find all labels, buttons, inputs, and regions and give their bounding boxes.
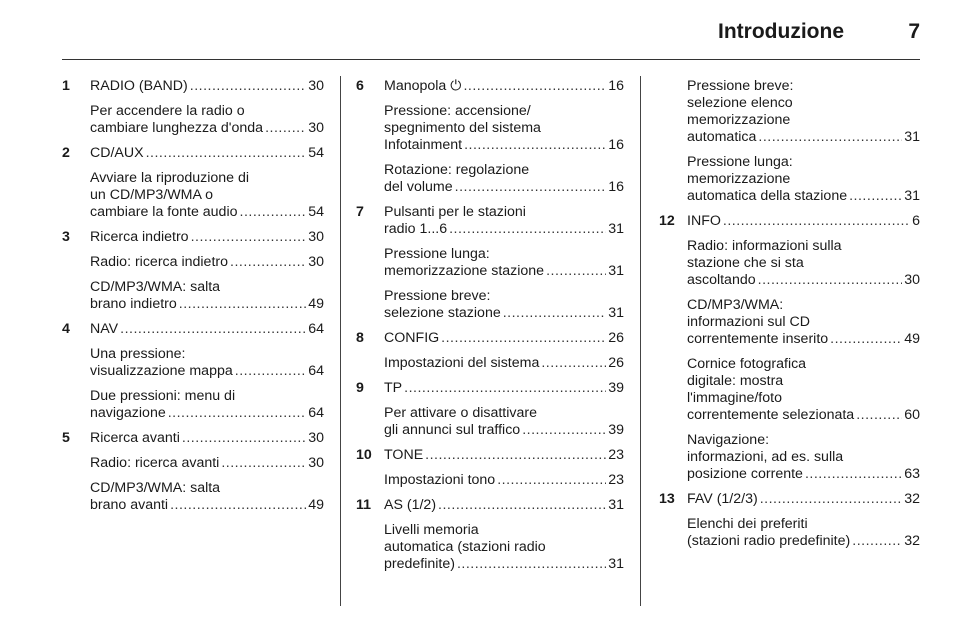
item-text: automatica (stazioni radio <box>384 539 546 555</box>
page-ref: 30 <box>308 254 324 270</box>
index-item <box>90 388 324 422</box>
dot-leader <box>265 120 306 137</box>
dot-leader <box>120 321 306 338</box>
dot-leader <box>441 330 606 347</box>
item-text: FAV (1/2/3) <box>687 491 758 507</box>
item-text: Impostazioni tono <box>384 472 496 488</box>
index-item <box>384 447 624 464</box>
item-text: Ricerca avanti <box>90 430 180 446</box>
page-ref: 23 <box>608 472 624 488</box>
page-ref: 30 <box>308 78 324 94</box>
index-column-1 <box>62 78 324 522</box>
dot-leader <box>758 272 903 289</box>
dot-leader <box>168 405 306 422</box>
entry-number: 10 <box>356 447 372 463</box>
dot-leader <box>457 556 606 573</box>
page-number: 7 <box>908 20 920 43</box>
item-text: predefinite) <box>384 556 455 572</box>
index-item <box>687 238 920 289</box>
entry-number: 1 <box>62 78 70 94</box>
dot-leader <box>497 472 606 489</box>
entry-number: 6 <box>356 78 364 94</box>
item-text: CONFIG <box>384 330 440 346</box>
dot-leader <box>449 221 606 238</box>
item-text: Pressione: accensione/ <box>384 103 531 119</box>
item-text: informazioni, ad es. sulla <box>687 449 844 465</box>
index-entry <box>62 430 324 514</box>
page-ref: 16 <box>608 137 624 153</box>
page-header <box>0 0 960 62</box>
item-text: Radio: ricerca indietro <box>90 254 228 270</box>
item-text: Pulsanti per le stazioni <box>384 204 526 220</box>
item-text: automatica della stazione <box>687 188 848 204</box>
index-column-3 <box>659 78 920 558</box>
item-text: Radio: ricerca avanti <box>90 455 220 471</box>
index-entry <box>356 497 624 573</box>
item-text: l'immagine/foto <box>687 390 782 406</box>
page-ref: 54 <box>308 204 324 220</box>
dot-leader <box>503 305 606 322</box>
index-entry <box>356 204 624 322</box>
index-item <box>90 229 324 246</box>
item-text: Due pressioni: menu di <box>90 388 236 404</box>
item-text: spegnimento del sistema <box>384 120 541 136</box>
entry-number: 11 <box>356 497 371 513</box>
index-entry <box>356 78 624 196</box>
item-text: navigazione <box>90 405 166 421</box>
dot-leader <box>425 447 606 464</box>
index-entry <box>62 78 324 137</box>
page-ref: 26 <box>608 355 624 371</box>
page-ref: 26 <box>608 330 624 346</box>
dot-leader <box>760 491 903 508</box>
entry-number: 9 <box>356 380 364 396</box>
item-text: Per accendere la radio o <box>90 103 245 119</box>
item-text: del volume <box>384 179 453 195</box>
dot-leader <box>546 263 606 280</box>
item-text: memorizzazione <box>687 112 791 128</box>
page-ref: 31 <box>608 305 624 321</box>
item-text: Impostazioni del sistema <box>384 355 540 371</box>
item-text: Pressione lunga: <box>384 246 490 262</box>
index-item <box>384 522 624 573</box>
item-text: INFO <box>687 213 721 229</box>
item-text: Cornice fotografica <box>687 356 807 372</box>
item-text: CD/AUX <box>90 145 144 161</box>
item-text: Pressione breve: <box>384 288 491 304</box>
entry-number: 12 <box>659 213 675 229</box>
index-entry <box>62 145 324 221</box>
page-ref: 60 <box>904 407 920 423</box>
index-entry <box>62 321 324 422</box>
dot-leader <box>182 430 306 447</box>
page-ref: 32 <box>904 491 920 507</box>
index-item <box>90 321 324 338</box>
item-text: selezione elenco <box>687 95 793 111</box>
entry-number: 5 <box>62 430 70 446</box>
index-item <box>384 78 624 95</box>
item-text: Pressione lunga: <box>687 154 793 170</box>
dot-leader <box>856 407 902 424</box>
item-text: Radio: informazioni sulla <box>687 238 842 254</box>
item-text: Pressione breve: <box>687 78 794 94</box>
item-text: memorizzazione <box>687 171 791 187</box>
item-text: visualizzazione mappa <box>90 363 233 379</box>
page-ref: 64 <box>308 363 324 379</box>
page-ref: 31 <box>608 556 624 572</box>
page-ref: 31 <box>904 129 920 145</box>
index-entry <box>356 447 624 489</box>
page-ref: 30 <box>904 272 920 288</box>
item-text: un CD/MP3/WMA o <box>90 187 213 203</box>
item-text: automatica <box>687 129 757 145</box>
header-divider <box>62 59 920 60</box>
item-text: Una pressione: <box>90 346 186 362</box>
item-text: brano avanti <box>90 497 169 513</box>
index-item <box>90 346 324 380</box>
index-entry <box>659 78 920 205</box>
dot-leader <box>191 229 307 246</box>
dot-leader <box>404 380 606 397</box>
entry-number: 3 <box>62 229 70 245</box>
column-divider <box>340 76 341 606</box>
item-text: TP <box>384 380 403 396</box>
index-entry <box>356 330 624 372</box>
index-item <box>384 405 624 439</box>
index-item <box>687 78 920 146</box>
page-ref: 30 <box>308 430 324 446</box>
index-item <box>384 380 624 397</box>
page-title: Introduzione <box>718 20 844 43</box>
index-item <box>90 279 324 313</box>
item-text: Avviare la riproduzione di <box>90 170 250 186</box>
item-text: Elenchi dei preferiti <box>687 516 808 532</box>
dot-leader <box>240 204 307 221</box>
page-ref: 54 <box>308 145 324 161</box>
index-entry <box>659 491 920 550</box>
index-column-2 <box>356 78 624 581</box>
item-text: Manopola ⏻ <box>384 78 462 94</box>
dot-leader <box>723 213 910 230</box>
dot-leader <box>805 466 902 483</box>
dot-leader <box>146 145 307 162</box>
dot-leader <box>179 296 306 313</box>
item-text: CD/MP3/WMA: <box>687 297 784 313</box>
page-ref: 30 <box>308 455 324 471</box>
index-item <box>90 480 324 514</box>
column-divider <box>640 76 641 606</box>
index-item <box>384 204 624 238</box>
page-ref: 64 <box>308 405 324 421</box>
dot-leader <box>190 78 306 95</box>
index-item <box>687 297 920 348</box>
page-ref: 31 <box>608 263 624 279</box>
page-ref: 63 <box>904 466 920 482</box>
entry-number: 7 <box>356 204 364 220</box>
item-text: memorizzazione stazione <box>384 263 545 279</box>
item-text: Infotainment <box>384 137 463 153</box>
entry-number: 8 <box>356 330 364 346</box>
page-ref: 64 <box>308 321 324 337</box>
page-ref: 39 <box>608 422 624 438</box>
dot-leader <box>522 422 606 439</box>
dot-leader <box>541 355 606 372</box>
item-text: Livelli memoria <box>384 522 479 538</box>
page-ref: 49 <box>904 331 920 347</box>
page-ref: 30 <box>308 120 324 136</box>
item-text: ascoltando <box>687 272 756 288</box>
index-item <box>384 472 624 489</box>
page-ref: 31 <box>608 497 624 513</box>
index-item <box>90 254 324 271</box>
index-item <box>687 213 920 230</box>
item-text: Per attivare o disattivare <box>384 405 537 421</box>
item-text: (stazioni radio predefinite) <box>687 533 851 549</box>
page-ref: 49 <box>308 296 324 312</box>
index-item <box>90 455 324 472</box>
page-ref: 23 <box>608 447 624 463</box>
dot-leader <box>463 78 606 95</box>
item-text: stazione che si sta <box>687 255 804 271</box>
item-text: TONE <box>384 447 424 463</box>
dot-leader <box>170 497 306 514</box>
item-text: Rotazione: regolazione <box>384 162 530 178</box>
page-ref: 30 <box>308 229 324 245</box>
entry-number: 4 <box>62 321 70 337</box>
index-item <box>90 430 324 447</box>
item-text: brano indietro <box>90 296 177 312</box>
index-item <box>384 497 624 514</box>
page-ref: 16 <box>608 179 624 195</box>
item-text: radio 1...6 <box>384 221 448 237</box>
item-text: AS (1/2) <box>384 497 437 513</box>
page-ref: 39 <box>608 380 624 396</box>
index-entry <box>62 229 324 313</box>
dot-leader <box>438 497 606 514</box>
item-text: CD/MP3/WMA: salta <box>90 279 221 295</box>
index-item <box>687 491 920 508</box>
dot-leader <box>235 363 306 380</box>
item-text: informazioni sul CD <box>687 314 810 330</box>
item-text: gli annunci sul traffico <box>384 422 521 438</box>
item-text: Ricerca indietro <box>90 229 189 245</box>
item-text: cambiare la fonte audio <box>90 204 238 220</box>
item-text: RADIO (BAND) <box>90 78 188 94</box>
item-text: posizione corrente <box>687 466 803 482</box>
item-text: cambiare lunghezza d'onda <box>90 120 264 136</box>
dot-leader <box>230 254 306 271</box>
item-text: correntemente inserito <box>687 331 829 347</box>
index-item <box>384 162 624 196</box>
dot-leader <box>464 137 606 154</box>
page-ref: 16 <box>608 78 624 94</box>
dot-leader <box>221 455 306 472</box>
index-item <box>687 432 920 483</box>
index-entry <box>659 213 920 483</box>
page-ref: 6 <box>912 213 920 229</box>
index-item <box>384 246 624 280</box>
index-item <box>90 103 324 137</box>
entry-number: 13 <box>659 491 675 507</box>
index-entry <box>356 380 624 439</box>
index-item <box>90 78 324 95</box>
dot-leader <box>830 331 902 348</box>
index-item <box>384 355 624 372</box>
item-text: NAV <box>90 321 119 337</box>
item-text: correntemente selezionata <box>687 407 855 423</box>
index-item <box>687 516 920 550</box>
dot-leader <box>852 533 902 550</box>
dot-leader <box>455 179 607 196</box>
page-ref: 31 <box>904 188 920 204</box>
index-item <box>687 154 920 205</box>
index-item <box>90 145 324 162</box>
dot-leader <box>849 188 902 205</box>
dot-leader <box>758 129 902 146</box>
item-text: Navigazione: <box>687 432 770 448</box>
index-item <box>90 170 324 221</box>
index-item <box>384 330 624 347</box>
item-text: CD/MP3/WMA: salta <box>90 480 221 496</box>
item-text: digitale: mostra <box>687 373 784 389</box>
page-ref: 49 <box>308 497 324 513</box>
entry-number: 2 <box>62 145 70 161</box>
page-ref: 31 <box>608 221 624 237</box>
item-text: selezione stazione <box>384 305 501 321</box>
index-item <box>687 356 920 424</box>
index-item <box>384 288 624 322</box>
page-ref: 32 <box>904 533 920 549</box>
index-item <box>384 103 624 154</box>
